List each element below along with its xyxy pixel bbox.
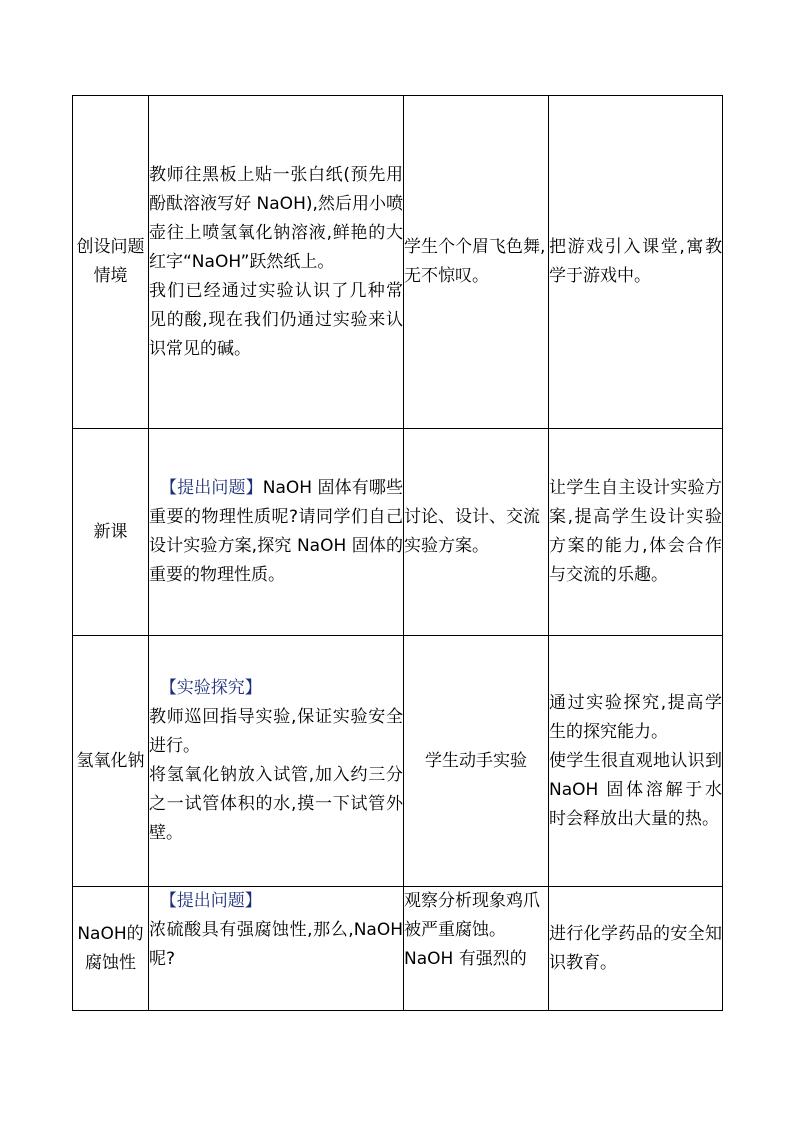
teacher-paragraph: 浓硫酸具有强腐蚀性,那么,NaOH 呢? (149, 920, 403, 969)
student-activity-cell (404, 636, 549, 887)
teacher-paragraph (149, 474, 403, 590)
design-intent-cell (549, 636, 723, 887)
student-activity-cell (404, 96, 549, 429)
stage-cell (73, 636, 149, 887)
teacher-activity-cell (149, 429, 404, 636)
section-label: 【提出问题】 (159, 891, 262, 911)
design-intent-cell (549, 429, 723, 636)
table-row (73, 96, 723, 429)
table-row (73, 429, 723, 636)
teacher-activity-cell (149, 96, 404, 429)
teacher-paragraph: 将氢氧化钠放入试管,加入约三分之一试管体积的水,摸一下试管外壁。 (149, 765, 403, 843)
stage-label: 新课 (93, 521, 128, 542)
teacher-paragraph (149, 674, 403, 703)
stage-cell (73, 429, 149, 636)
stage-cell (73, 887, 149, 1011)
teacher-paragraph (149, 887, 403, 916)
teacher-activity-cell (149, 887, 404, 1011)
design-intent-cell (549, 96, 723, 429)
teacher-paragraph: 教师往黑板上贴一张白纸(预先用酚酞溶液写好 NaOH),然后用小喷壶往上喷氢氧化钠溶液,鲜艳的大红字“NaOH”跃然纸上。 (149, 164, 403, 272)
stage-label: NaOH的腐蚀性 (77, 923, 144, 973)
student-activity: 学生个个眉飞色舞,无不惊叹。 (404, 237, 546, 286)
intent-paragraph: 让学生自主设计实验方案,提高学生设计实验方案的能力,体会合作与交流的乐趣。 (549, 478, 722, 585)
intent-paragraph: 把游戏引入课堂,寓教学于游戏中。 (549, 237, 722, 286)
student-activity: 观察分析现象鸡爪被严重腐蚀。NaOH 有强烈的 (404, 891, 540, 969)
student-activity: 学生动手实验 (425, 750, 527, 771)
table-row (73, 887, 723, 1011)
section-label: 【实验探究】 (159, 678, 262, 698)
teacher-activity-cell (149, 636, 404, 887)
section-label: 【提出问题】 (160, 478, 263, 498)
intent-paragraph: 进行化学药品的安全知识教育。 (549, 923, 722, 973)
student-activity-cell (404, 429, 549, 636)
teacher-paragraph: 教师巡回指导实验,保证实验安全进行。 (149, 707, 403, 756)
stage-label: 创设问题情境 (76, 237, 145, 286)
student-activity-cell (404, 887, 549, 1011)
lesson-plan-table (72, 95, 723, 1011)
design-intent-cell (549, 887, 723, 1011)
teacher-text: NaOH 固体有哪些重要的物理性质呢?请同学们自己设计实验方案,探究 NaOH 固体的重要的物理性质。 (149, 478, 404, 585)
student-activity: 讨论、设计、交流实验方案。 (404, 507, 540, 556)
table-row (73, 636, 723, 887)
stage-cell (73, 96, 149, 429)
intent-paragraph: 使学生很直观地认识到 NaOH 固体溶解于水时会释放出大量的热。 (549, 750, 722, 829)
intent-paragraph: 通过实验探究,提高学生的探究能力。 (549, 692, 722, 742)
stage-label: 氢氧化钠 (76, 750, 145, 771)
teacher-paragraph: 我们已经通过实验认识了几种常见的酸,现在我们仍通过实验来认识常见的碱。 (149, 280, 403, 359)
